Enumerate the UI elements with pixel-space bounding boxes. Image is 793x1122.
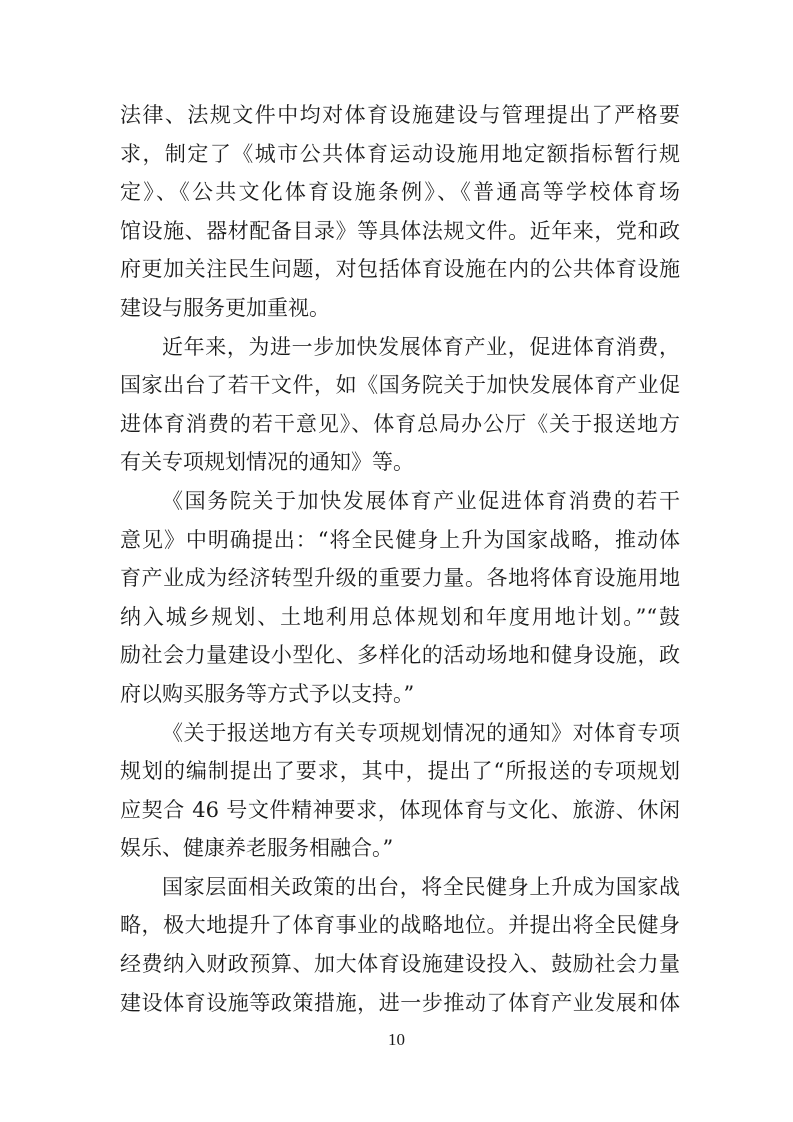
text-line: 馆设施、器材配备目录》等具体法规文件。近年来，党和政: [120, 218, 680, 243]
text-line: 应契合 46 号文件精神要求，体现体育与文化、旅游、休闲: [120, 797, 680, 822]
text-line: 纳入城乡规划、土地利用总体规划和年度用地计划。”“鼓: [120, 604, 680, 629]
paragraph: [120, 96, 680, 328]
text-line: 规划的编制提出了要求，其中，提出了“所报送的专项规划: [120, 759, 680, 784]
text-line: 府以购买服务等方式予以支持。”: [120, 681, 415, 706]
text-line: 近年来，为进一步加快发展体育产业，促进体育消费，: [162, 334, 680, 359]
text-line: 有关专项规划情况的通知》等。: [120, 450, 414, 475]
paragraph: [120, 868, 680, 1022]
page-number: 10: [388, 1030, 405, 1049]
paragraph: [120, 328, 680, 482]
text-line: 国家层面相关政策的出台，将全民健身上升成为国家战: [162, 874, 680, 899]
text-line: 意见》中明确提出：“将全民健身上升为国家战略，推动体: [120, 527, 680, 552]
text-line: 法律、法规文件中均对体育设施建设与管理提出了严格要: [120, 103, 680, 127]
text-line: 定》、《公共文化体育设施条例》、《普通高等学校体育场: [120, 180, 680, 205]
text-line: 娱乐、健康养老服务相融合。”: [120, 836, 394, 861]
text-line: 建设与服务更加重视。: [120, 295, 330, 320]
text-line: 进体育消费的若干意见》、体育总局办公厅《关于报送地方: [120, 411, 680, 436]
paragraph: [120, 482, 680, 714]
body-text: [120, 96, 680, 1022]
text-line: 《关于报送地方有关专项规划情况的通知》对体育专项: [162, 720, 680, 745]
text-line: 略，极大地提升了体育事业的战略地位。并提出将全民健身: [120, 913, 680, 938]
text-line: 励社会力量建设小型化、多样化的活动场地和健身设施，政: [120, 643, 680, 668]
text-line: 建设体育设施等政策措施，进一步推动了体育产业发展和体: [120, 990, 680, 1015]
text-line: 国家出台了若干文件，如《国务院关于加快发展体育产业促: [120, 373, 680, 398]
text-line: 《国务院关于加快发展体育产业促进体育消费的若干: [162, 488, 680, 513]
text-line: 府更加关注民生问题，对包括体育设施在内的公共体育设施: [120, 257, 680, 282]
paragraph: [120, 714, 680, 868]
text-line: 育产业成为经济转型升级的重要力量。各地将体育设施用地: [120, 566, 680, 591]
text-line: 经费纳入财政预算、加大体育设施建设投入、鼓励社会力量: [120, 952, 680, 977]
text-line: 求，制定了《城市公共体育运动设施用地定额指标暂行规: [120, 141, 680, 166]
